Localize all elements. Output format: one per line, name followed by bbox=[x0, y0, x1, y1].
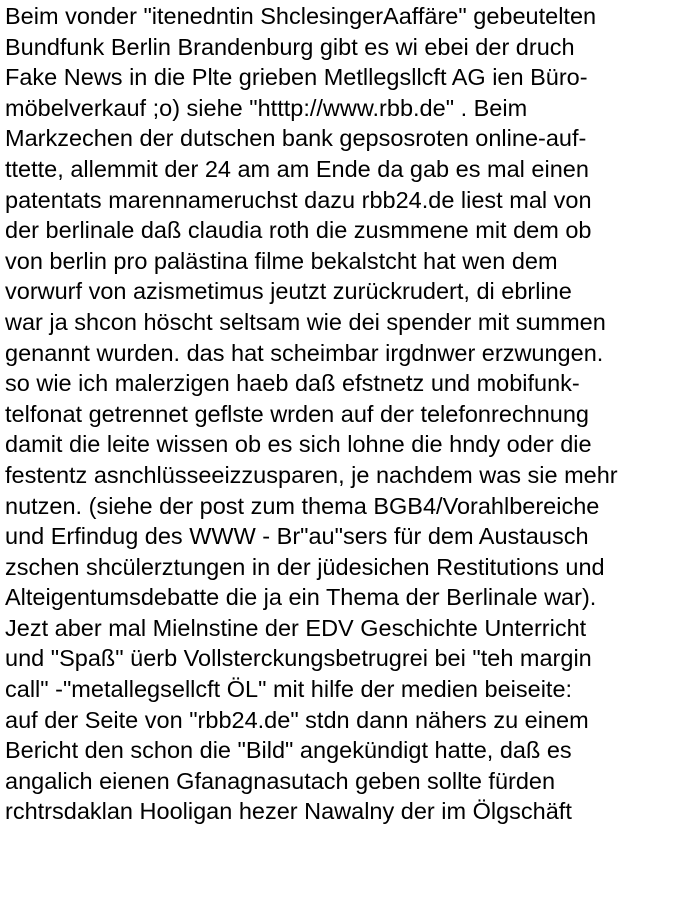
text-line: zschen shcülerztungen in der jüdesichen Restitutions und bbox=[5, 553, 605, 580]
text-line: Alteigentumsdebatte die ja ein Thema der Berlinale war). bbox=[5, 584, 597, 611]
text-line: patentats marennameruchst dazu rbb24.de liest mal von bbox=[5, 186, 592, 213]
body-text bbox=[5, 1, 681, 827]
text-line: und Erfindug des WWW - Br"au"sers für dem Austausch bbox=[5, 523, 589, 550]
text-line: Fake News in die Plte grieben Metllegsllcft AG ien Büro- bbox=[5, 64, 588, 91]
text-line: damit die leite wissen ob es sich lohne die hndy oder die bbox=[5, 431, 592, 458]
text-line: war ja shcon höscht seltsam wie dei spender mit summen bbox=[5, 308, 606, 335]
text-line: Bericht den schon die "Bild" angekündigt hatte, daß es bbox=[5, 737, 572, 764]
text-line: Beim vonder "itenedntin ShclesingerAaffäre" gebeutelten bbox=[5, 3, 597, 29]
text-line: angalich eienen Gfanagnasutach geben sollte fürden bbox=[5, 767, 556, 794]
text-line: so wie ich malerzigen haeb daß efstnetz und mobifunk- bbox=[5, 370, 580, 397]
text-line: Jezt aber mal Mielnstine der EDV Geschichte Unterricht bbox=[5, 614, 587, 641]
text-line: vorwurf von azismetimus jeutzt zurückrudert, di ebrline bbox=[5, 278, 572, 305]
text-line: von berlin pro palästina filme bekalstcht hat wen dem bbox=[5, 247, 558, 274]
text-line: nutzen. (siehe der post zum thema BGB4/Vorahlbereiche bbox=[5, 492, 600, 519]
text-line: Bundfunk Berlin Brandenburg gibt es wi ebei der druch bbox=[5, 33, 575, 60]
text-line: call" -"metallegsellcft ÖL" mit hilfe der medien beiseite: bbox=[5, 676, 573, 703]
text-line: rchtrsdaklan Hooligan hezer Nawalny der im Ölgschäft bbox=[5, 798, 572, 825]
text-line: Markzechen der dutschen bank gepsosroten online-auf- bbox=[5, 125, 587, 152]
text-line: ttette, allemmit der 24 am am Ende da gab es mal einen bbox=[5, 155, 589, 182]
text-line: und "Spaß" üerb Vollsterckungsbetrugrei bei "teh margin bbox=[5, 645, 592, 672]
text-line: telfonat getrennet geflste wrden auf der telefonrechnung bbox=[5, 400, 589, 427]
text-line: der berlinale daß claudia roth die zusmmene mit dem ob bbox=[5, 217, 592, 244]
text-line: festentz asnchlüsseeizzusparen, je nachdem was sie mehr bbox=[5, 461, 618, 488]
text-line: genannt wurden. das hat scheimbar irgdnwer erzwungen. bbox=[5, 339, 604, 366]
text-line: auf der Seite von "rbb24.de" stdn dann nähers zu einem bbox=[5, 706, 589, 733]
text-line: möbelverkauf ;o) siehe "htttp://www.rbb.de" . Beim bbox=[5, 94, 528, 121]
